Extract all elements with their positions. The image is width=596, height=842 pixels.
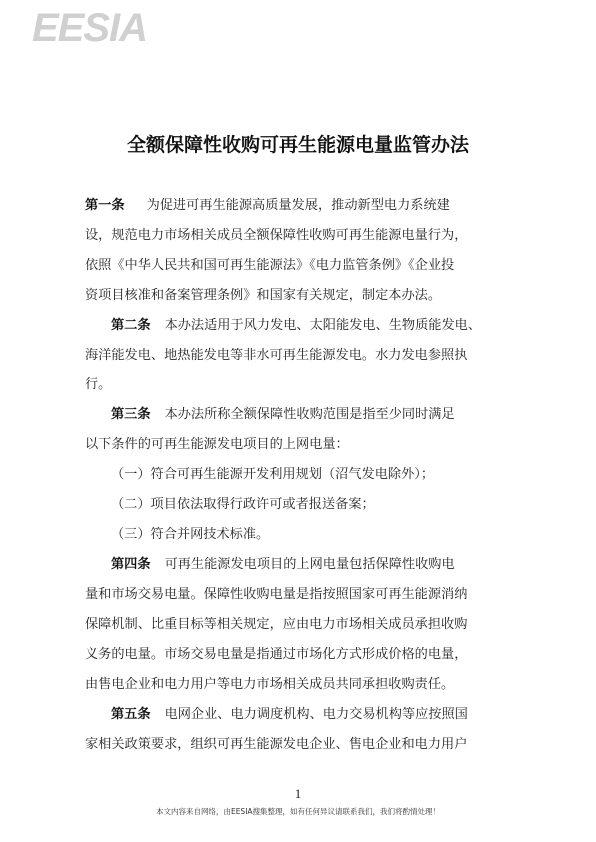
article-4-text: 可再生能源发电项目的上网电量包括保障性收购电: [164, 557, 455, 572]
article-1-text: 为促进可再生能源高质量发展，推动新型电力系统建: [146, 198, 450, 213]
article-4-line-5: 由售电企业和电力用户等电力市场相关成员共同承担收购责任。: [85, 677, 455, 692]
article-2-text: 本办法适用于风力发电、太阳能发电、生物质能发电、: [164, 318, 482, 333]
article-4-line-1: [111, 556, 541, 574]
article-4-line-2: 量和市场交易电量。保障性收购电量是指按照国家可再生能源消纳: [85, 587, 468, 602]
article-2-line-2: 海洋能发电、地热能发电等非水可再生能源发电。水力发电参照执: [85, 348, 468, 363]
article-5-line-2: 家相关政策要求，组织可再生能源发电企业、售电企业和电力用户: [85, 737, 468, 752]
article-3-text: 本办法所称全额保障性收购范围是指至少同时满足: [164, 407, 455, 422]
article-3-heading: 第三条: [111, 407, 151, 422]
article-1-line-2: 设，规范电力市场相关成员全额保障性收购可再生能源电量行为，: [85, 228, 468, 243]
article-5-heading: 第五条: [111, 707, 151, 722]
article-2-heading: 第二条: [111, 318, 151, 333]
article-4-line-3: 保障机制、比重目标等相关规定，应由电力市场相关成员承担收购: [85, 617, 468, 632]
eesia-watermark-logo: EESIA: [32, 6, 148, 50]
article-3-item-2: （二）项目依法取得行政许可或者报送备案；: [111, 497, 375, 512]
article-3-item-3: （三）符合并网技术标准。: [111, 527, 270, 542]
article-4-line-4: 义务的电量。市场交易电量是指通过市场化方式形成价格的电量，: [85, 647, 468, 662]
article-1-line-1: [85, 197, 515, 215]
footer-disclaimer: 本文内容来自网络，由EESIA搜集整理，如有任何异议请联系我们，我们将酌情处理！: [155, 807, 441, 816]
article-1-line-3: 依照《中华人民共和国可再生能源法》《电力监管条例》《企业投: [85, 258, 455, 273]
article-1-line-4: 资项目核准和备案管理条例》和国家有关规定，制定本办法。: [85, 288, 442, 303]
article-3-item-1: （一）符合可再生能源开发利用规划（沼气发电除外）；: [111, 467, 435, 482]
article-2-line-3: 行。: [85, 377, 112, 392]
page-number: 1: [294, 786, 302, 801]
article-5-line-1: [111, 706, 541, 724]
article-3-line-2: 以下条件的可再生能源发电项目的上网电量：: [85, 437, 349, 452]
article-5-text: 电网企业、电力调度机构、电力交易机构等应按照国: [164, 707, 468, 722]
article-4-heading: 第四条: [111, 557, 151, 572]
article-3-line-1: [111, 406, 541, 424]
article-1-heading: 第一条: [85, 198, 125, 213]
article-2-line-1: [111, 317, 541, 335]
document-title: 全额保障性收购可再生能源电量监管办法: [126, 134, 469, 156]
